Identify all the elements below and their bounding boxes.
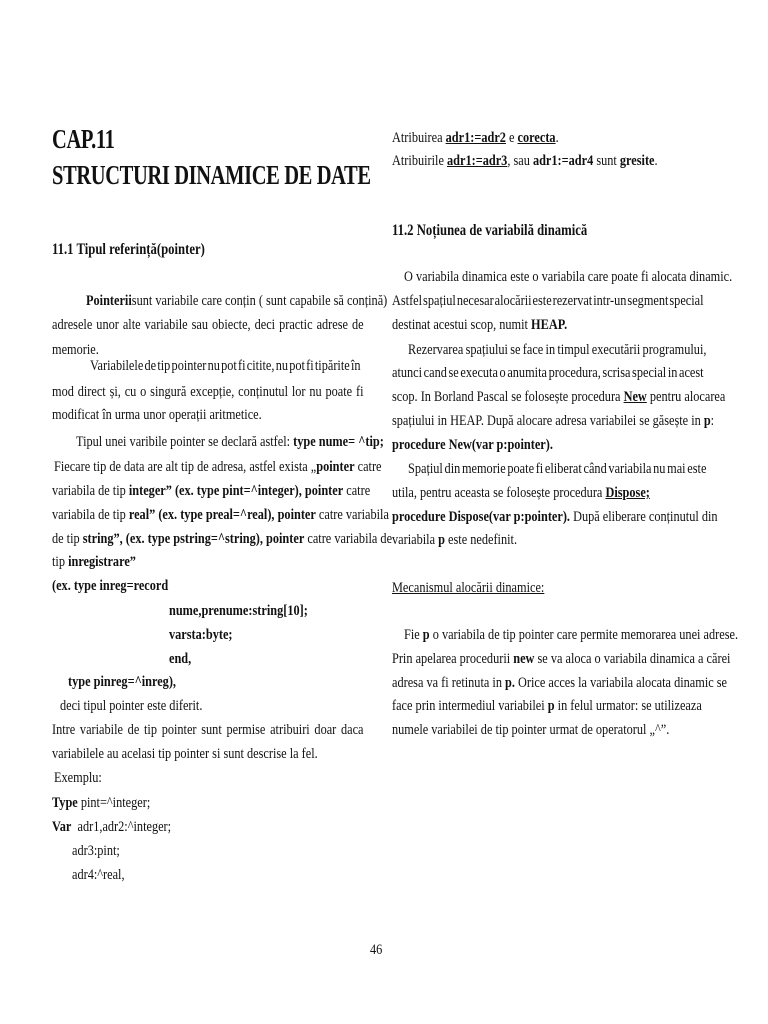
paragraph-line: adresele unor alte variabile sau obiecte, deci practic adrese de <box>52 317 364 333</box>
code-line: varsta:byte; <box>169 627 233 643</box>
paragraph-line: memorie. <box>52 342 99 358</box>
paragraph-line: mod direct și, cu o singură excepție, conținutul lor nu poate fi <box>52 384 364 400</box>
code-line: end, <box>169 651 192 667</box>
paragraph-line: Astfel spațiul necesar alocării este rezervat intr-un segment special <box>392 293 704 309</box>
paragraph-line: Intre variabile de tip pointer sunt permise atribuiri doar daca <box>52 722 364 738</box>
paragraph-line: Spațiul din memorie poate fi eliberat când variabila nu mai este <box>408 461 707 477</box>
section-title-11-2: 11.2 Noțiunea de variabilă dinamică <box>392 222 588 239</box>
paragraph-line: O variabila dinamica este o variabila care poate fi alocata dinamic. <box>404 269 733 285</box>
chapter-title: STRUCTURI DINAMICE DE DATE <box>52 160 371 190</box>
paragraph-line: tip inregistrare” <box>52 554 136 570</box>
code-line: adr4:^real, <box>72 867 125 883</box>
paragraph-line: numele variabilei de tip pointer urmat de operatorul „^”. <box>392 722 670 738</box>
paragraph-line: procedure Dispose(var p:pointer). După eliberare conținutul din <box>392 509 718 525</box>
paragraph-line: variabilele au acelasi tip pointer si sunt descrise la fel. <box>52 746 318 762</box>
paragraph-line: Fiecare tip de data are alt tip de adresa, astfel exista „pointer catre <box>54 459 382 475</box>
page-number: 46 <box>370 942 383 958</box>
code-line: procedure New(var p:pointer). <box>392 437 553 453</box>
paragraph-line: Atribuirea adr1:=adr2 e corecta. <box>392 130 559 146</box>
paragraph-line: atunci cand se executa o anumita procedura, scrisa special in acest <box>392 365 704 381</box>
paragraph-line: destinat acestui scop, numit HEAP. <box>392 317 568 333</box>
paragraph-line: spațiului in HEAP. După alocare adresa variabilei se găsește in p: <box>392 413 715 429</box>
paragraph-line: Tipul unei varibile pointer se declară astfel: type nume= ^tip; <box>76 434 384 450</box>
code-line: Var adr1,adr2:^integer; <box>52 819 172 835</box>
paragraph-line: utila, pentru aceasta se folosește procedura Dispose; <box>392 485 650 501</box>
paragraph-line: Fie p o variabila de tip pointer care permite memorarea unei adrese. <box>404 627 739 643</box>
code-line: nume,prenume:string[10]; <box>169 603 308 619</box>
paragraph-line: Prin apelarea procedurii new se va aloca o variabila dinamica a cărei <box>392 651 731 667</box>
chapter-number: CAP.11 <box>52 124 115 154</box>
code-line: Type pint=^integer; <box>52 795 151 811</box>
paragraph-line: modificat în urma unor operații aritmetice. <box>52 407 262 423</box>
paragraph-line: variabila p este nedefinit. <box>392 532 518 548</box>
paragraph-line: deci tipul pointer este diferit. <box>60 698 203 714</box>
paragraph-line: scop. In Borland Pascal se folosește procedura New pentru alocarea <box>392 389 726 405</box>
paragraph-line: variabila de tip integer” (ex. type pint=^integer), pointer catre <box>52 483 371 499</box>
paragraph-line: variabila de tip real” (ex. type preal=^real), pointer catre variabila <box>52 507 389 523</box>
code-line: (ex. type inreg=record <box>52 578 169 594</box>
paragraph-line: face prin intermediul variabilei p in felul urmator: se utilizeaza <box>392 698 702 714</box>
code-line: type pinreg=^inreg), <box>68 674 177 690</box>
paragraph-line: Rezervarea spațiului se face in timpul executării programului, <box>408 342 707 358</box>
code-line: adr3:pint; <box>72 843 120 859</box>
mechanism-title: Mecanismul alocării dinamice: <box>392 580 545 596</box>
paragraph-line: Exemplu: <box>54 770 102 786</box>
paragraph-line: Variabilele de tip pointer nu pot fi citite, nu pot fi tipărite în <box>90 358 361 374</box>
section-title-11-1: 11.1 Tipul referință(pointer) <box>52 241 205 258</box>
paragraph-line: Atribuirile adr1:=adr3, sau adr1:=adr4 sunt gresite. <box>392 153 658 169</box>
paragraph-line: Pointerii sunt variabile care conțin ( sunt capabile să conțină) <box>86 293 388 309</box>
paragraph-line: de tip string”, (ex. type pstring=^string), pointer catre variabila de <box>52 531 393 547</box>
paragraph-line: adresa va fi retinuta in p. Orice acces la variabila alocata dinamic se <box>392 675 728 691</box>
